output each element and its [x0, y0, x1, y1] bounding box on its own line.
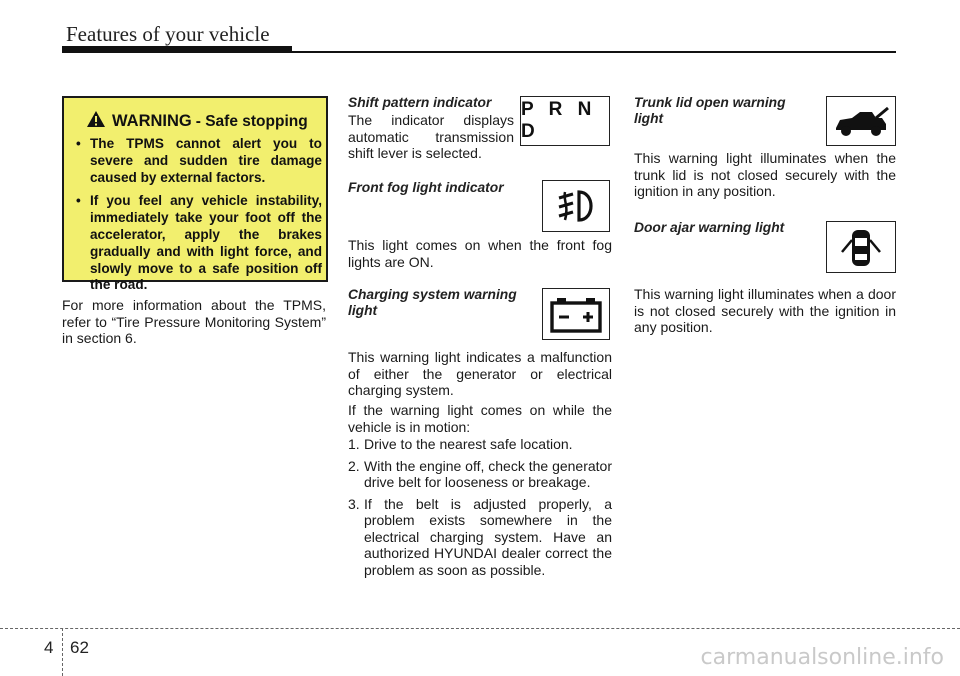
list-item [348, 496, 612, 579]
warning-item: • If you feel any vehicle instability, immediately take your foot off the accelerator, apply the brakes gradually and with light force, and slowly move to a safe position off the road. [74, 193, 322, 294]
warning-list [74, 136, 322, 301]
warning-item: • The TPMS cannot alert you to severe and sudden tire damage caused by external factors. [74, 136, 322, 186]
shift-pattern-title: Shift pattern indicator [348, 95, 492, 110]
header-rule [62, 51, 896, 53]
tpms-reference-note: For more information about the TPMS, refer to “Tire Pressure Monitoring System” in section 6. [62, 297, 326, 346]
step-number: 1. [348, 436, 360, 452]
door-ajar-title: Door ajar warning light [634, 220, 785, 235]
footer-divider [62, 628, 63, 676]
page-number: 62 [70, 638, 89, 657]
charging-text-2: If the warning light comes on while the vehicle is in motion: [348, 402, 612, 435]
footer-rule [0, 628, 960, 629]
header-title: Features of your vehicle [66, 22, 270, 46]
trunk-title: Trunk lid open warning light [634, 95, 786, 126]
fog-light-title: Front fog light indicator [348, 180, 504, 195]
trunk-open-icon [826, 96, 896, 146]
charging-text-1: This warning light indicates a malfunction of either the generator or electrical charging system. [348, 349, 612, 398]
charging-steps [348, 436, 612, 583]
list-item [348, 458, 612, 491]
front-fog-light-icon [542, 180, 610, 232]
shift-pattern-text: The indicator displays automatic transmission shift lever is selected. [348, 112, 514, 161]
warning-box [62, 96, 328, 293]
warning-subtitle: - Safe stopping [195, 112, 308, 130]
fog-light-text: This light comes on when the front fog lights are ON. [348, 237, 612, 270]
charging-title: Charging system warning light [348, 287, 517, 318]
prnd-text: P R N D [521, 99, 597, 142]
door-ajar-text: This warning light illuminates when a door is not closed securely with the ignition in any position. [634, 286, 896, 335]
warning-triangle-icon [86, 110, 106, 133]
step-text: With the engine off, check the generator drive belt for looseness or breakage. [364, 457, 613, 490]
chapter-number: 4 [44, 638, 54, 657]
list-item [348, 436, 612, 453]
warning-heading [86, 110, 308, 133]
prnd-indicator-icon [520, 96, 610, 146]
battery-icon [542, 288, 610, 340]
warning-label: WARNING [112, 112, 192, 130]
step-number: 3. [348, 495, 360, 512]
step-number: 2. [348, 457, 360, 474]
step-text: Drive to the nearest safe location. [364, 436, 573, 452]
trunk-text: This warning light illuminates when the trunk lid is not closed securely with the ignition in any position. [634, 150, 896, 199]
watermark: carmanualsonline.info [700, 645, 944, 670]
step-text: If the belt is adjusted properly, a problem exists somewhere in the electrical charging system. Have an authorized HYUNDAI dealer correct the problem as soon as possible. [364, 495, 612, 578]
door-ajar-icon [826, 221, 896, 273]
